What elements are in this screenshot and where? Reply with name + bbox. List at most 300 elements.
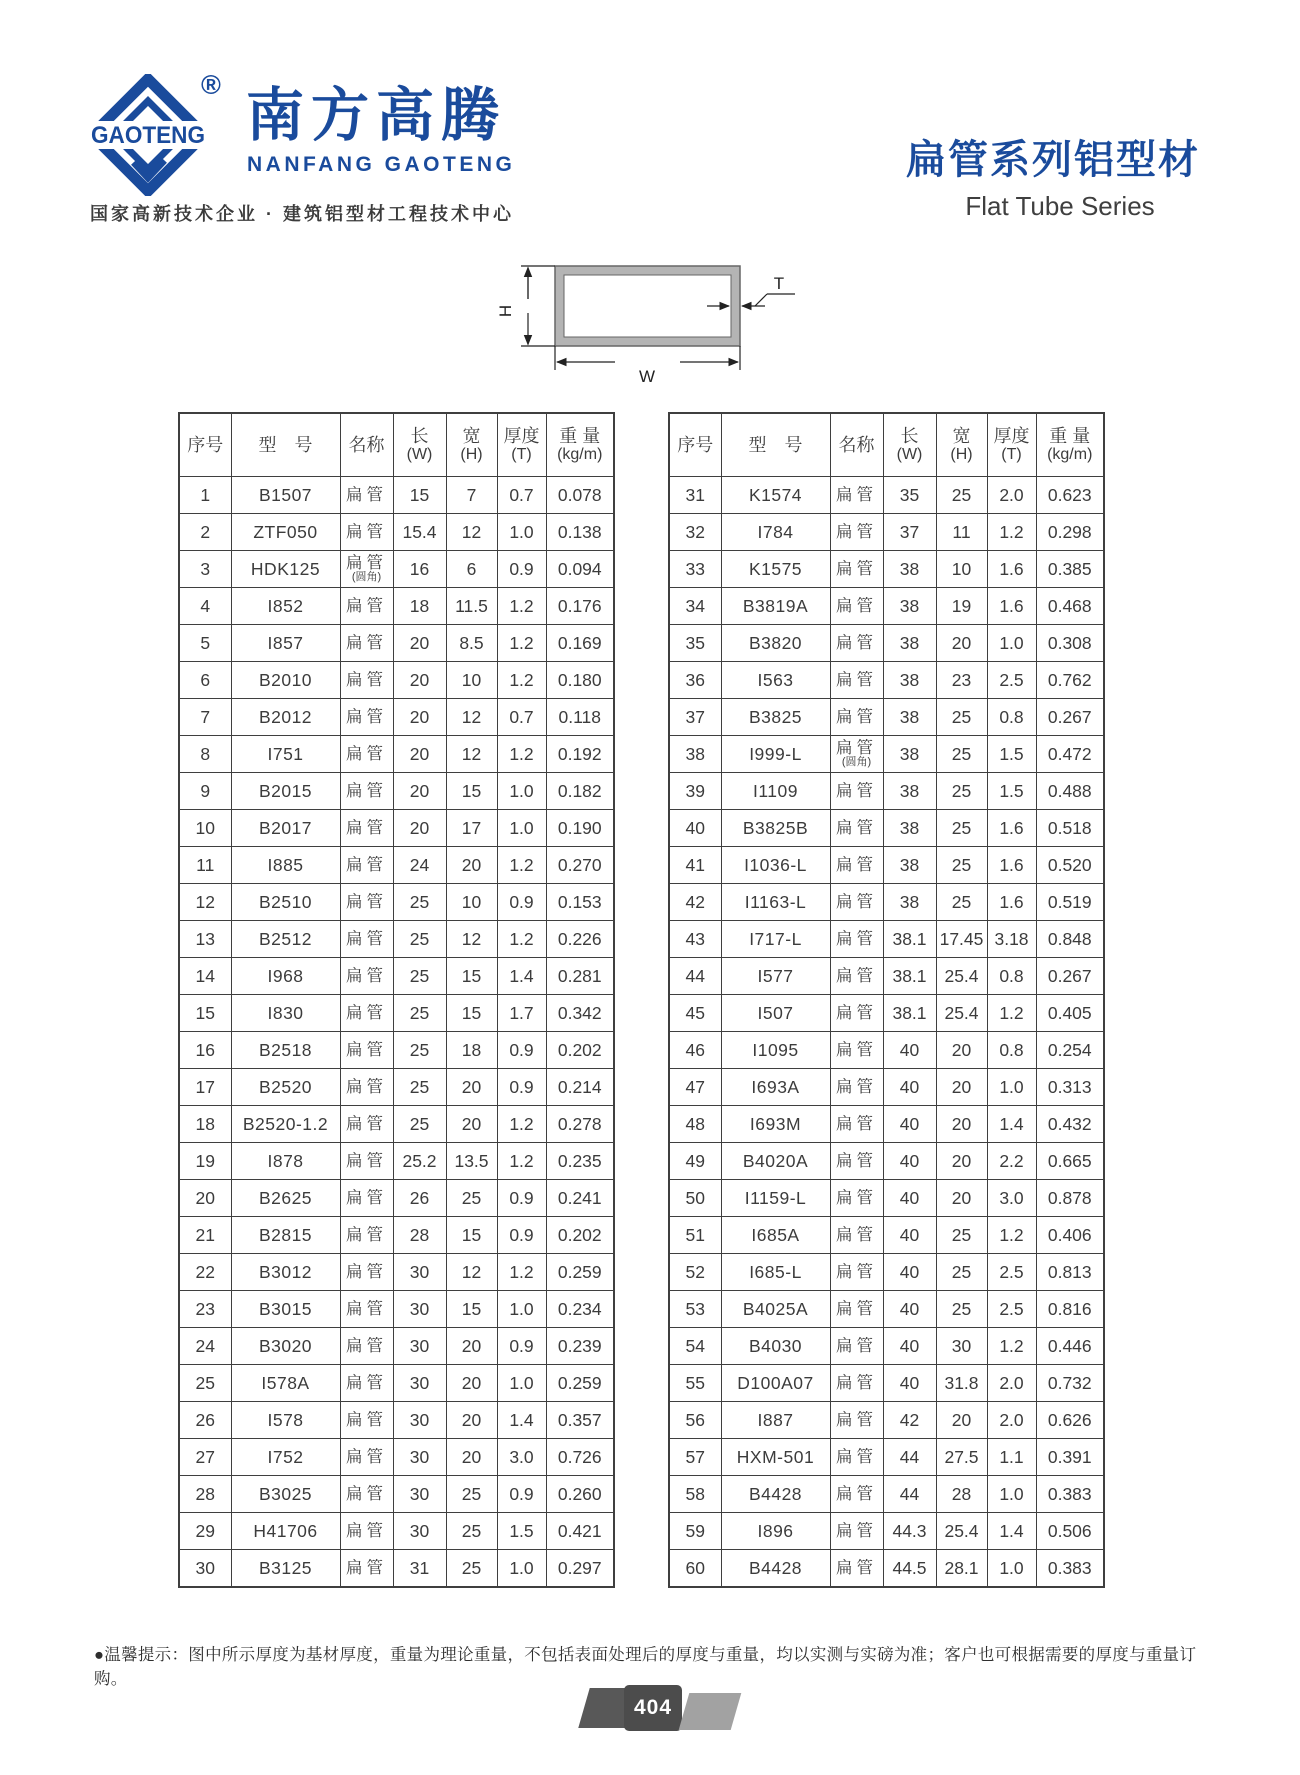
col-header-name: 名称 — [340, 413, 393, 477]
table-row — [179, 884, 614, 921]
table-row — [669, 1254, 1104, 1291]
cell-index: 8 — [179, 736, 231, 773]
cell-height: 27.5 — [936, 1439, 987, 1476]
cell-width: 44.5 — [883, 1550, 936, 1588]
cell-thickness: 2.5 — [987, 1254, 1036, 1291]
cell-index: 38 — [669, 736, 721, 773]
table-row — [179, 1476, 614, 1513]
cell-weight: 0.391 — [1036, 1439, 1104, 1476]
table-row — [179, 847, 614, 884]
table-row — [669, 773, 1104, 810]
cell-weight: 0.313 — [1036, 1069, 1104, 1106]
cell-index: 24 — [179, 1328, 231, 1365]
table-row — [179, 1106, 614, 1143]
cell-index: 28 — [179, 1476, 231, 1513]
cell-index: 46 — [669, 1032, 721, 1069]
cell-height: 25 — [936, 810, 987, 847]
cell-width: 30 — [393, 1365, 446, 1402]
cell-name: 扁管 — [830, 810, 883, 847]
cell-weight: 0.239 — [546, 1328, 614, 1365]
col-header-height: 宽 (H) — [446, 413, 497, 477]
brand-name-cn: 南方高腾 — [246, 83, 507, 148]
cell-width: 20 — [393, 662, 446, 699]
cell-model: I885 — [231, 847, 340, 884]
cell-model: B2815 — [231, 1217, 340, 1254]
cell-height: 11.5 — [446, 588, 497, 625]
cell-index: 12 — [179, 884, 231, 921]
cell-name: 扁管 — [340, 699, 393, 736]
table-row — [179, 736, 614, 773]
table-row — [179, 662, 614, 699]
cell-weight: 0.118 — [546, 699, 614, 736]
cell-width: 25.2 — [393, 1143, 446, 1180]
cell-height: 25 — [446, 1513, 497, 1550]
cell-model: I693M — [721, 1106, 830, 1143]
diagram-w-label: W — [638, 367, 656, 386]
cell-height: 18 — [446, 1032, 497, 1069]
cell-weight: 0.192 — [546, 736, 614, 773]
table-row — [179, 699, 614, 736]
cell-thickness: 1.2 — [987, 1328, 1036, 1365]
cell-thickness: 1.5 — [497, 1513, 546, 1550]
cell-weight: 0.241 — [546, 1180, 614, 1217]
cell-name: 扁管 — [830, 1550, 883, 1588]
cell-width: 42 — [883, 1402, 936, 1439]
cell-thickness: 1.0 — [987, 1069, 1036, 1106]
brand-name-en: NANFANG GAOTENG — [247, 153, 516, 176]
col-header-height: 宽 (H) — [936, 413, 987, 477]
cell-height: 20 — [936, 1143, 987, 1180]
cell-thickness: 2.0 — [987, 477, 1036, 514]
table-row — [669, 1032, 1104, 1069]
cell-width: 40 — [883, 1106, 936, 1143]
cell-height: 20 — [446, 1439, 497, 1476]
table-row — [179, 995, 614, 1032]
cell-weight: 0.235 — [546, 1143, 614, 1180]
cell-name: 扁管 — [830, 1254, 883, 1291]
cell-index: 45 — [669, 995, 721, 1032]
table-row — [669, 1291, 1104, 1328]
cell-name: 扁管 — [830, 551, 883, 588]
cell-thickness: 0.7 — [497, 699, 546, 736]
cell-name: 扁管 — [340, 514, 393, 551]
cell-index: 19 — [179, 1143, 231, 1180]
table-row — [179, 1032, 614, 1069]
cell-thickness: 3.0 — [497, 1439, 546, 1476]
cell-thickness: 1.2 — [497, 1254, 546, 1291]
cell-index: 6 — [179, 662, 231, 699]
cell-name: 扁管 — [340, 1402, 393, 1439]
cell-model: I830 — [231, 995, 340, 1032]
cell-width: 38 — [883, 810, 936, 847]
cell-height: 20 — [936, 1106, 987, 1143]
cell-index: 49 — [669, 1143, 721, 1180]
cell-thickness: 1.0 — [987, 1550, 1036, 1588]
spec-table-left-header — [179, 413, 614, 477]
cell-thickness: 1.2 — [497, 921, 546, 958]
cell-weight: 0.432 — [1036, 1106, 1104, 1143]
cell-width: 26 — [393, 1180, 446, 1217]
cell-height: 28 — [936, 1476, 987, 1513]
cell-name: 扁管 — [340, 736, 393, 773]
cell-name: 扁管 — [830, 847, 883, 884]
cell-name: 扁管 — [830, 1217, 883, 1254]
cell-name: 扁管 — [830, 699, 883, 736]
cell-width: 38 — [883, 699, 936, 736]
cell-weight: 0.732 — [1036, 1365, 1104, 1402]
cell-index: 29 — [179, 1513, 231, 1550]
cell-width: 30 — [393, 1291, 446, 1328]
cell-weight: 0.078 — [546, 477, 614, 514]
cell-weight: 0.259 — [546, 1254, 614, 1291]
cell-width: 18 — [393, 588, 446, 625]
cell-index: 13 — [179, 921, 231, 958]
cell-name: 扁管 — [830, 1476, 883, 1513]
cell-thickness: 0.9 — [497, 1180, 546, 1217]
cell-thickness: 0.8 — [987, 958, 1036, 995]
table-row — [669, 1365, 1104, 1402]
cell-thickness: 1.2 — [497, 625, 546, 662]
cell-width: 38.1 — [883, 995, 936, 1032]
cell-index: 44 — [669, 958, 721, 995]
cell-thickness: 0.9 — [497, 1328, 546, 1365]
cell-model: B4030 — [721, 1328, 830, 1365]
cell-thickness: 1.2 — [497, 1106, 546, 1143]
table-row — [669, 514, 1104, 551]
cell-name: 扁管 — [340, 1328, 393, 1365]
col-header-thickness: 厚度 (T) — [987, 413, 1036, 477]
cell-index: 18 — [179, 1106, 231, 1143]
cell-index: 48 — [669, 1106, 721, 1143]
cell-index: 5 — [179, 625, 231, 662]
cell-name: 扁管 — [340, 847, 393, 884]
cell-width: 15.4 — [393, 514, 446, 551]
cell-height: 8.5 — [446, 625, 497, 662]
cell-weight: 0.182 — [546, 773, 614, 810]
table-row — [669, 884, 1104, 921]
cell-thickness: 1.6 — [987, 588, 1036, 625]
table-row — [669, 1143, 1104, 1180]
cell-width: 30 — [393, 1254, 446, 1291]
table-row — [669, 551, 1104, 588]
cell-weight: 0.665 — [1036, 1143, 1104, 1180]
table-row — [669, 921, 1104, 958]
cell-thickness: 1.0 — [987, 1476, 1036, 1513]
cell-width: 40 — [883, 1365, 936, 1402]
cell-name: 扁管 — [340, 662, 393, 699]
cell-name: 扁管 — [830, 662, 883, 699]
spec-table-right-body — [669, 477, 1104, 1588]
table-row — [179, 810, 614, 847]
cell-width: 30 — [393, 1439, 446, 1476]
cell-name: 扁管 — [830, 1439, 883, 1476]
table-row — [179, 514, 614, 551]
cell-height: 11 — [936, 514, 987, 551]
cell-name: 扁管 — [340, 588, 393, 625]
cell-name: 扁管 — [340, 1365, 393, 1402]
cell-name: 扁管 — [830, 958, 883, 995]
cell-index: 54 — [669, 1328, 721, 1365]
cell-width: 25 — [393, 1069, 446, 1106]
col-header-index: 序号 — [179, 413, 231, 477]
cell-weight: 0.176 — [546, 588, 614, 625]
cell-height: 6 — [446, 551, 497, 588]
cell-width: 25 — [393, 995, 446, 1032]
cell-index: 50 — [669, 1180, 721, 1217]
diagram-t-label: T — [773, 274, 785, 293]
cell-model: B4025A — [721, 1291, 830, 1328]
cell-width: 30 — [393, 1476, 446, 1513]
cell-model: B2520 — [231, 1069, 340, 1106]
cell-model: B4020A — [721, 1143, 830, 1180]
table-row — [669, 1513, 1104, 1550]
cell-height: 12 — [446, 514, 497, 551]
table-row — [669, 1550, 1104, 1588]
cell-height: 13.5 — [446, 1143, 497, 1180]
table-row — [179, 1402, 614, 1439]
table-row — [669, 477, 1104, 514]
cell-model: B2015 — [231, 773, 340, 810]
cell-width: 24 — [393, 847, 446, 884]
badge-ribbon-right — [679, 1693, 742, 1730]
company-tagline: 国家高新技术企业 · 建筑铝型材工程技术中心 — [90, 204, 514, 224]
cell-model: B3825 — [721, 699, 830, 736]
cell-model: I685-L — [721, 1254, 830, 1291]
cell-width: 40 — [883, 1143, 936, 1180]
cell-height: 20 — [446, 1069, 497, 1106]
cell-weight: 0.094 — [546, 551, 614, 588]
cell-model: I577 — [721, 958, 830, 995]
cell-thickness: 1.6 — [987, 847, 1036, 884]
cell-width: 15 — [393, 477, 446, 514]
cell-name: 扁管 — [830, 1069, 883, 1106]
registered-trademark-icon: ® — [201, 70, 221, 100]
cell-name: 扁管 — [340, 1180, 393, 1217]
cell-thickness: 0.9 — [497, 551, 546, 588]
cell-name: 扁管 — [830, 1291, 883, 1328]
cell-index: 34 — [669, 588, 721, 625]
cell-index: 41 — [669, 847, 721, 884]
cell-width: 30 — [393, 1328, 446, 1365]
cell-name: 扁管 — [830, 588, 883, 625]
cell-weight: 0.278 — [546, 1106, 614, 1143]
cell-model: I578 — [231, 1402, 340, 1439]
cell-height: 23 — [936, 662, 987, 699]
cell-weight: 0.270 — [546, 847, 614, 884]
cell-model: I968 — [231, 958, 340, 995]
cell-model: I1159-L — [721, 1180, 830, 1217]
cell-name: 扁管 — [340, 1069, 393, 1106]
cell-index: 53 — [669, 1291, 721, 1328]
cell-weight: 0.298 — [1036, 514, 1104, 551]
cell-index: 27 — [179, 1439, 231, 1476]
cell-name: 扁管 — [340, 1143, 393, 1180]
cell-name: 扁管 — [340, 1513, 393, 1550]
table-row — [669, 1328, 1104, 1365]
table-row — [669, 1069, 1104, 1106]
cell-width: 20 — [393, 773, 446, 810]
cell-width: 28 — [393, 1217, 446, 1254]
cell-name: 扁管 — [830, 921, 883, 958]
cell-name: 扁管 — [340, 1254, 393, 1291]
cell-model: I1109 — [721, 773, 830, 810]
cell-weight: 0.153 — [546, 884, 614, 921]
cell-index: 9 — [179, 773, 231, 810]
cell-weight: 0.848 — [1036, 921, 1104, 958]
cell-model: B4428 — [721, 1476, 830, 1513]
cell-thickness: 0.7 — [497, 477, 546, 514]
cell-width: 25 — [393, 921, 446, 958]
cell-index: 39 — [669, 773, 721, 810]
cell-thickness: 1.6 — [987, 551, 1036, 588]
cell-weight: 0.383 — [1036, 1476, 1104, 1513]
cell-index: 40 — [669, 810, 721, 847]
table-row — [179, 1513, 614, 1550]
cell-weight: 0.726 — [546, 1439, 614, 1476]
cell-index: 17 — [179, 1069, 231, 1106]
cell-index: 59 — [669, 1513, 721, 1550]
cell-height: 10 — [446, 884, 497, 921]
cell-weight: 0.267 — [1036, 958, 1104, 995]
cell-model: B3015 — [231, 1291, 340, 1328]
spec-table-right — [668, 412, 1105, 1588]
logo-wordmark: GAOTENG — [91, 122, 205, 149]
cell-weight: 0.472 — [1036, 736, 1104, 773]
table-row — [179, 1217, 614, 1254]
cell-thickness: 2.5 — [987, 1291, 1036, 1328]
cell-name: 扁管 — [340, 1106, 393, 1143]
cell-thickness: 1.6 — [987, 884, 1036, 921]
cell-index: 36 — [669, 662, 721, 699]
cell-weight: 0.385 — [1036, 551, 1104, 588]
cell-thickness: 2.5 — [987, 662, 1036, 699]
cell-index: 52 — [669, 1254, 721, 1291]
cell-height: 10 — [936, 551, 987, 588]
cell-height: 12 — [446, 921, 497, 958]
table-row — [669, 1402, 1104, 1439]
cell-height: 20 — [936, 1402, 987, 1439]
cell-name: 扁管 — [340, 921, 393, 958]
cell-height: 25 — [936, 1291, 987, 1328]
cell-width: 30 — [393, 1513, 446, 1550]
cell-weight: 0.446 — [1036, 1328, 1104, 1365]
cell-thickness: 1.2 — [987, 1217, 1036, 1254]
cell-weight: 0.281 — [546, 958, 614, 995]
table-row — [179, 1291, 614, 1328]
cell-model: I784 — [721, 514, 830, 551]
cell-width: 38 — [883, 773, 936, 810]
cell-model: I717-L — [721, 921, 830, 958]
cell-weight: 0.519 — [1036, 884, 1104, 921]
cell-name: 扁管 — [340, 995, 393, 1032]
cell-thickness: 1.5 — [987, 773, 1036, 810]
table-row — [179, 921, 614, 958]
cell-model: B3125 — [231, 1550, 340, 1588]
cell-weight: 0.762 — [1036, 662, 1104, 699]
cell-height: 12 — [446, 699, 497, 736]
cell-height: 10 — [446, 662, 497, 699]
cell-weight: 0.308 — [1036, 625, 1104, 662]
cell-index: 32 — [669, 514, 721, 551]
cell-thickness: 3.18 — [987, 921, 1036, 958]
cell-thickness: 1.0 — [497, 514, 546, 551]
cell-height: 15 — [446, 995, 497, 1032]
cell-thickness: 1.0 — [497, 1291, 546, 1328]
table-row — [669, 1217, 1104, 1254]
cell-height: 15 — [446, 958, 497, 995]
cell-width: 40 — [883, 1254, 936, 1291]
cell-model: I563 — [721, 662, 830, 699]
cell-width: 40 — [883, 1217, 936, 1254]
cell-thickness: 1.0 — [497, 1550, 546, 1588]
cell-width: 38 — [883, 588, 936, 625]
page-number-badge — [578, 1684, 748, 1734]
cell-weight: 0.180 — [546, 662, 614, 699]
cell-model: B2017 — [231, 810, 340, 847]
cell-width: 38 — [883, 551, 936, 588]
cell-width: 40 — [883, 1180, 936, 1217]
cell-thickness: 1.7 — [497, 995, 546, 1032]
cell-height: 7 — [446, 477, 497, 514]
cell-width: 25 — [393, 1106, 446, 1143]
page-number: 404 — [624, 1685, 682, 1731]
cell-height: 25 — [936, 699, 987, 736]
cell-thickness: 1.2 — [497, 588, 546, 625]
cell-thickness: 3.0 — [987, 1180, 1036, 1217]
col-header-width: 长 (W) — [883, 413, 936, 477]
cell-name: 扁管 — [830, 773, 883, 810]
table-row — [669, 1106, 1104, 1143]
cell-index: 47 — [669, 1069, 721, 1106]
cell-height: 20 — [446, 1402, 497, 1439]
cell-width: 30 — [393, 1402, 446, 1439]
cell-index: 26 — [179, 1402, 231, 1439]
cell-thickness: 1.1 — [987, 1439, 1036, 1476]
cell-width: 20 — [393, 810, 446, 847]
cell-model: K1574 — [721, 477, 830, 514]
cell-thickness: 2.0 — [987, 1365, 1036, 1402]
table-row — [669, 995, 1104, 1032]
cell-height: 25.4 — [936, 995, 987, 1032]
cell-name: 扁管 — [830, 995, 883, 1032]
cell-thickness: 2.2 — [987, 1143, 1036, 1180]
cell-weight: 0.488 — [1036, 773, 1104, 810]
cell-weight: 0.190 — [546, 810, 614, 847]
cell-weight: 0.421 — [546, 1513, 614, 1550]
cell-index: 15 — [179, 995, 231, 1032]
cell-index: 58 — [669, 1476, 721, 1513]
cell-model: B3825B — [721, 810, 830, 847]
cell-width: 25 — [393, 1032, 446, 1069]
cell-weight: 0.169 — [546, 625, 614, 662]
cell-thickness: 0.9 — [497, 1069, 546, 1106]
cell-model: I752 — [231, 1439, 340, 1476]
cell-height: 30 — [936, 1328, 987, 1365]
col-header-weight: 重 量 (kg/m) — [1036, 413, 1104, 477]
cell-height: 17 — [446, 810, 497, 847]
cell-height: 15 — [446, 1217, 497, 1254]
cell-height: 15 — [446, 1291, 497, 1328]
cell-model: B3819A — [721, 588, 830, 625]
cell-thickness: 1.4 — [987, 1106, 1036, 1143]
cell-thickness: 1.4 — [497, 1402, 546, 1439]
cell-width: 25 — [393, 958, 446, 995]
cell-height: 20 — [446, 1365, 497, 1402]
cell-name: 扁管 — [830, 477, 883, 514]
cell-weight: 0.260 — [546, 1476, 614, 1513]
cell-weight: 0.357 — [546, 1402, 614, 1439]
cell-model: I999-L — [721, 736, 830, 773]
